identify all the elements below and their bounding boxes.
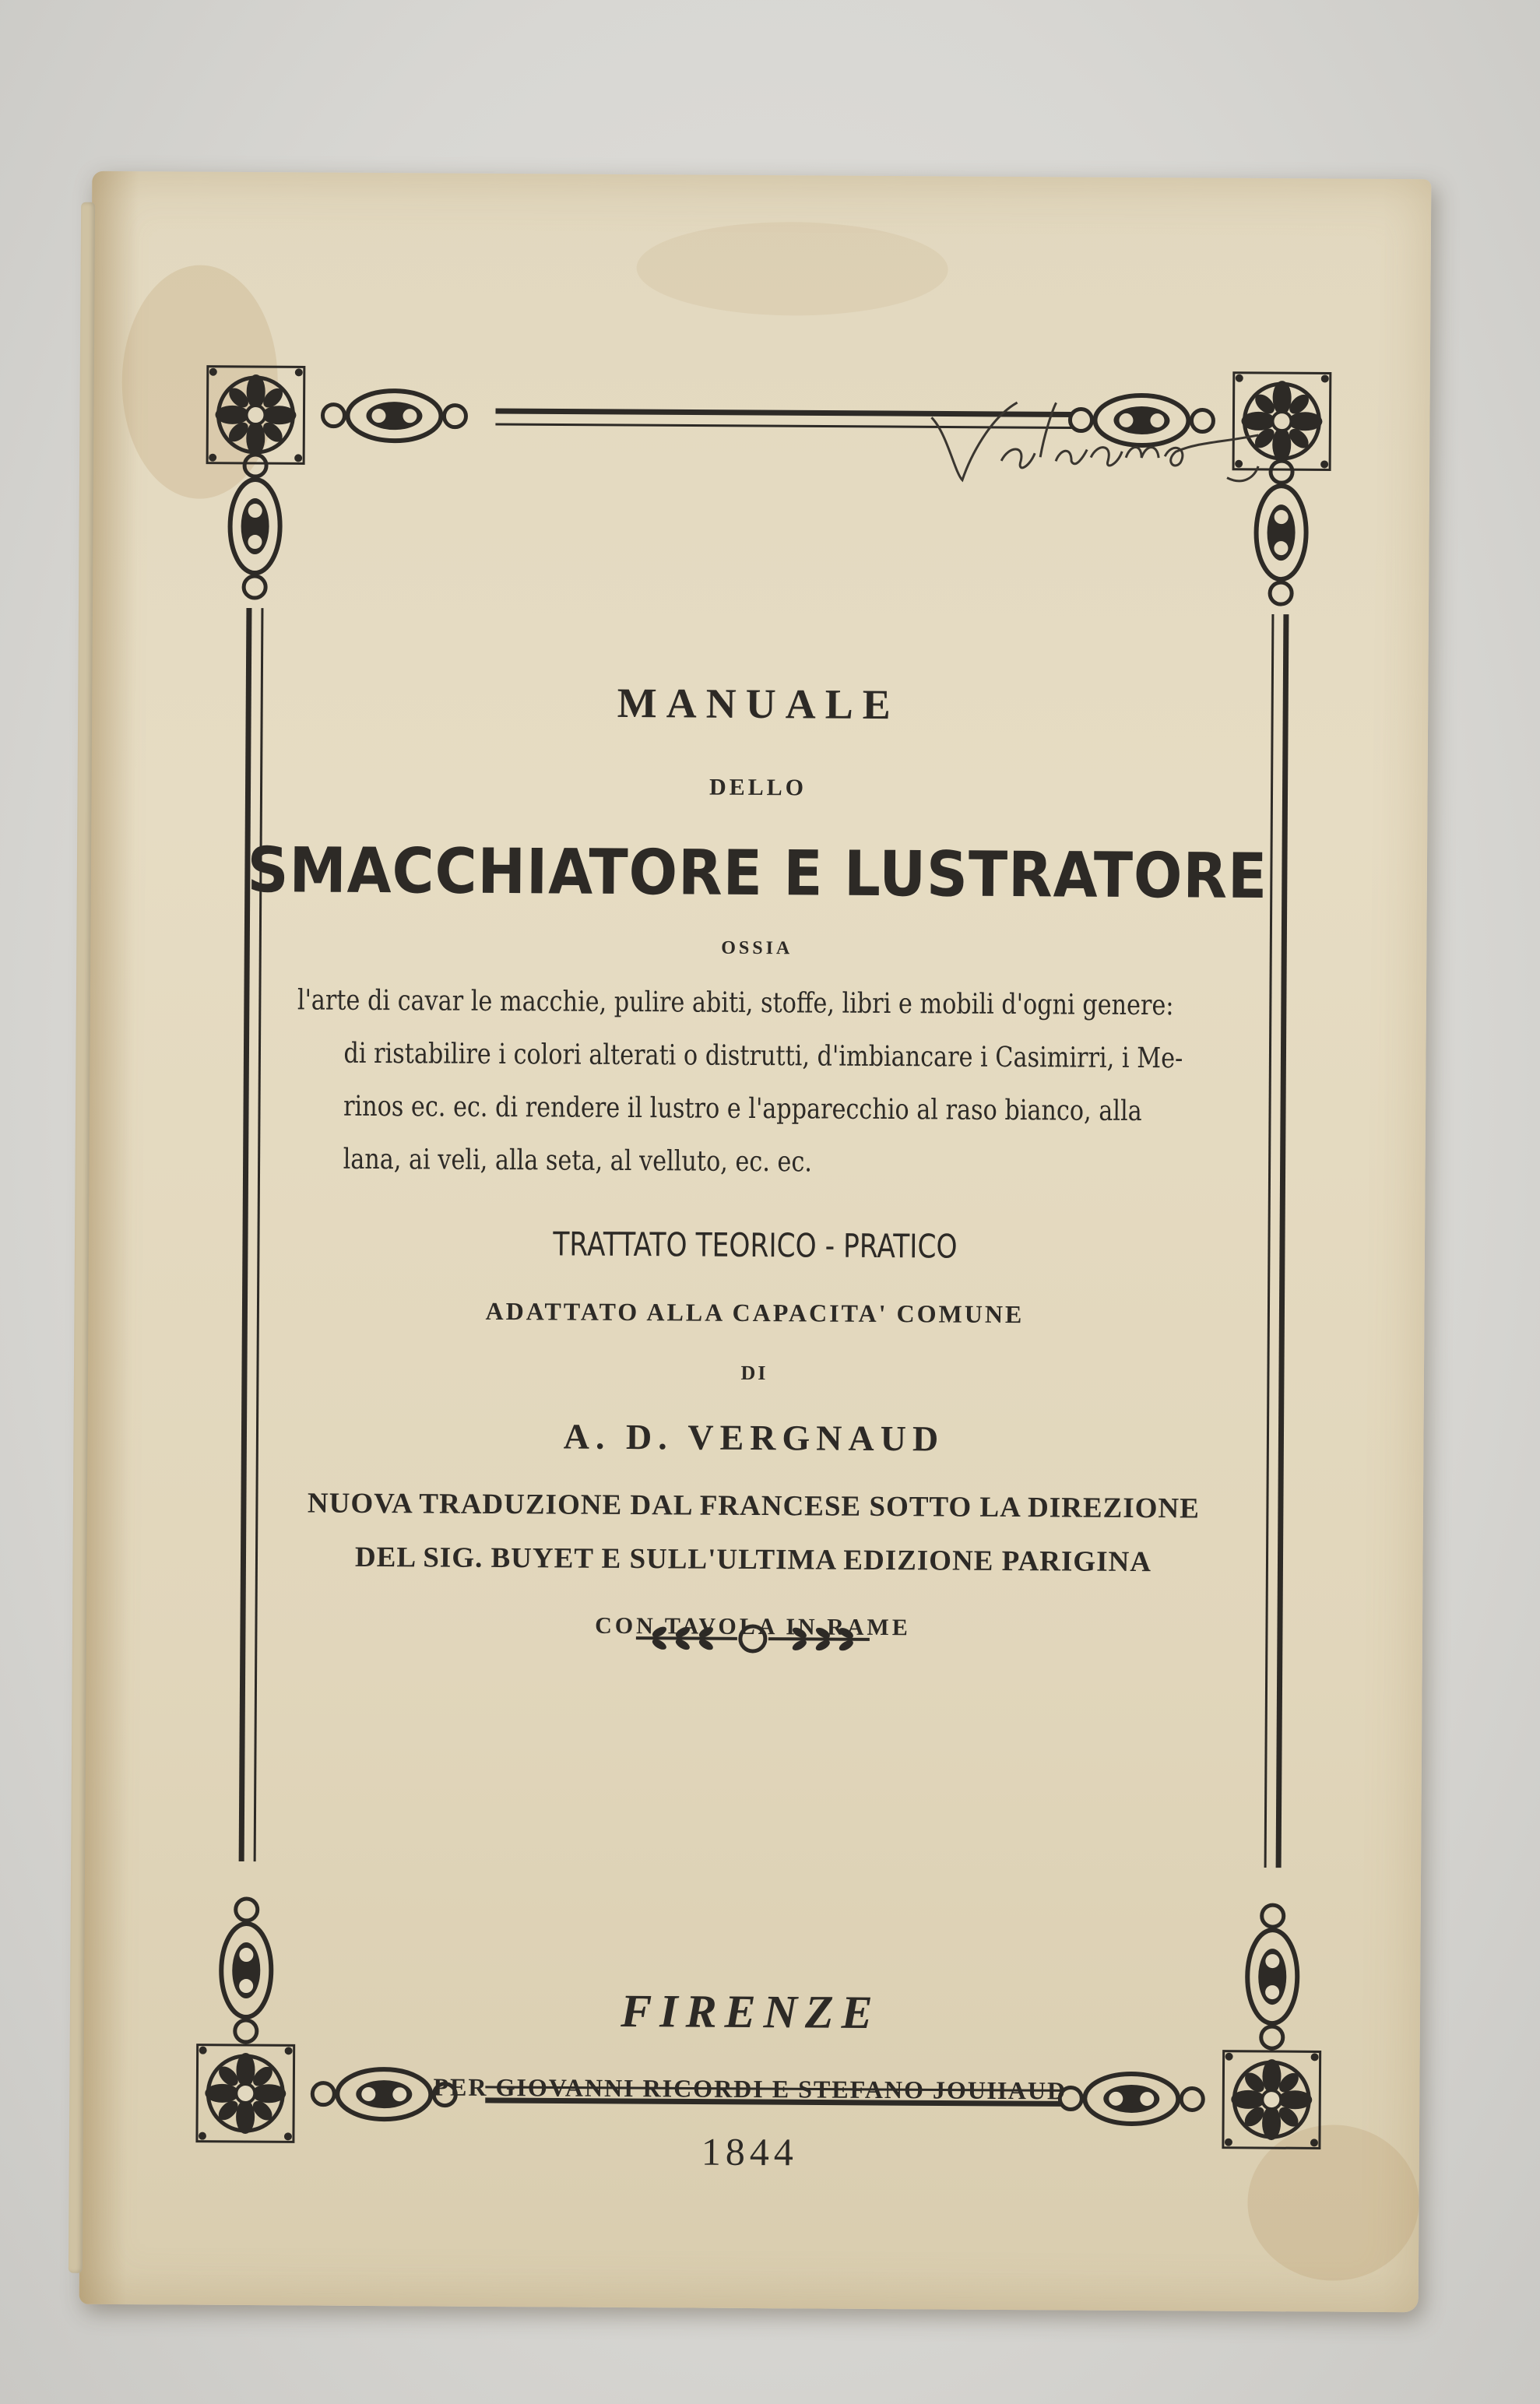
description-line: l'arte di cavar le macchie, pulire abiti, stoffe, libri e mobili d'ogni genere: <box>297 984 1174 1022</box>
translation-line: NUOVA TRADUZIONE DAL FRANCESE SOTTO LA DIREZIONE <box>307 1487 1201 1525</box>
handwritten-signature <box>916 386 1321 505</box>
main-title: SMACCHIATORE E LUSTRATORE <box>247 834 1268 913</box>
publication-city: FIRENZE <box>621 1984 881 2038</box>
publisher-line: PER GIOVANNI RICORDI E STEFANO JOUHAUD <box>433 2072 1067 2105</box>
description-line: di ristabilire i colori alterati o distrutti, d'imbiancare i Casimirri, i Me- <box>343 1037 1183 1075</box>
title-dello: DELLO <box>708 774 807 801</box>
by-label: DI <box>740 1361 768 1385</box>
author-name: A. D. VERGNAUD <box>563 1416 945 1459</box>
title-manuale: MANUALE <box>617 679 900 729</box>
description-line: rinos ec. ec. di rendere il lustro e l'apparecchio al raso bianco, alla <box>343 1090 1142 1128</box>
description-line: lana, ai veli, alla seta, al velluto, ec. ec. <box>343 1143 813 1179</box>
plates-line: CON TAVOLA IN RAME <box>595 1612 911 1641</box>
adapted-line: ADATTATO ALLA CAPACITA' COMUNE <box>485 1296 1025 1329</box>
publication-year: 1844 <box>701 2129 799 2174</box>
book-cover <box>79 171 1432 2312</box>
ossia-label: OSSIA <box>721 937 793 959</box>
subtitle: TRATTATO TEORICO - PRATICO <box>553 1225 958 1266</box>
translation-line: DEL SIG. BUYET E SULL'ULTIMA EDIZIONE PARIGINA <box>354 1541 1152 1579</box>
